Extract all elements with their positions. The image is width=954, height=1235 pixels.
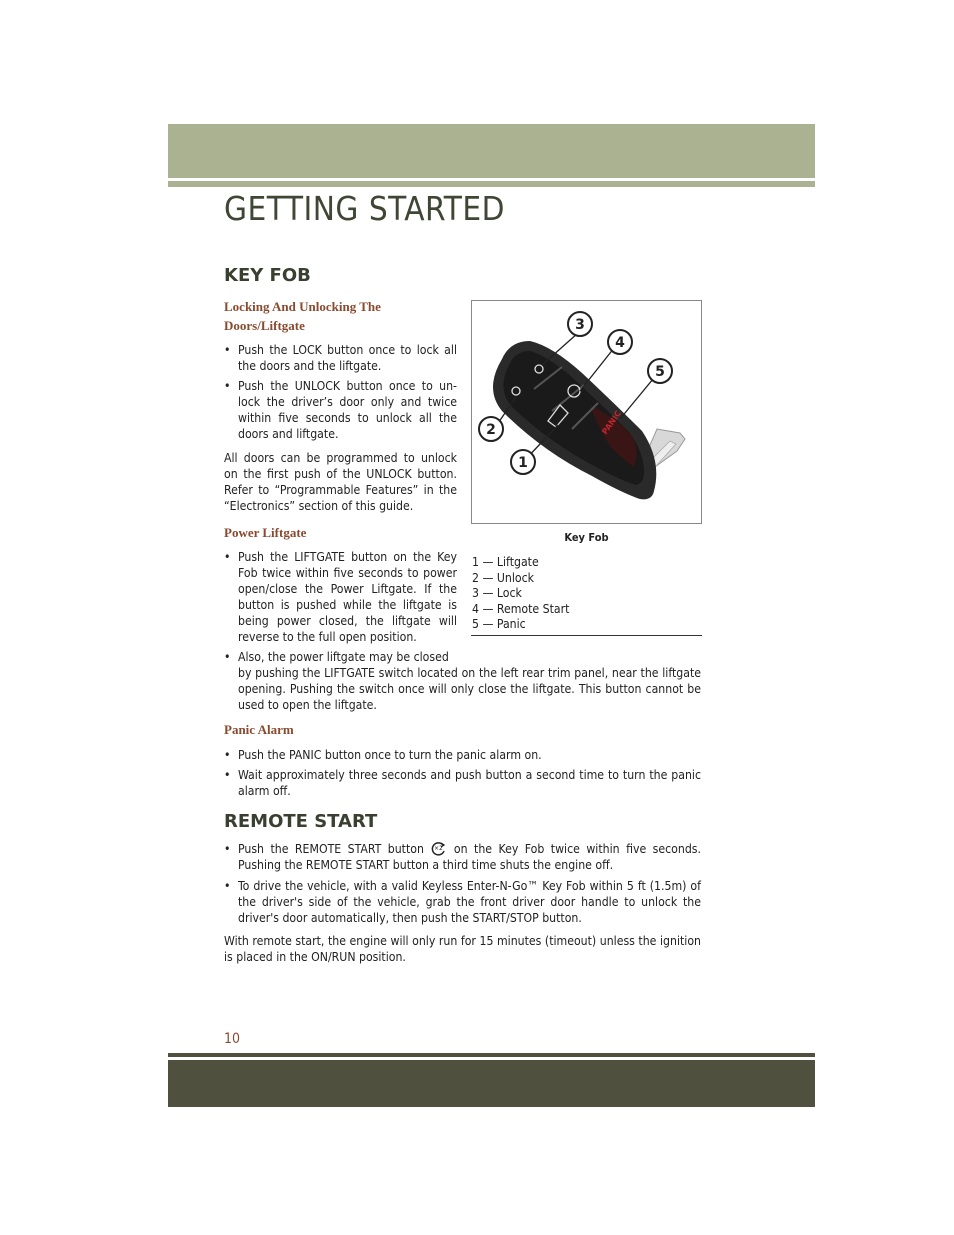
- liftgate-close-continued: by pushing the LIFTGATE switch located on the left rear trim panel, near the liftgate opening. Pushing the switch once will only close the liftgate. This button cannot be used to open the liftgate.: [238, 666, 701, 712]
- key-fob-illustration: [472, 301, 702, 524]
- power-liftgate-subheading: Power Liftgate: [224, 525, 307, 540]
- page-number: 10: [224, 1031, 241, 1047]
- legend-item: 1 — Liftgate: [472, 555, 539, 569]
- svg-text:1: 1: [518, 455, 528, 471]
- panic-label: PANIC: [600, 408, 624, 437]
- panic-on-bullet: • Push the PANIC button once to turn the panic alarm on.: [224, 748, 542, 762]
- remote-start-paragraph: With remote start, the engine will only run for 15 minutes (timeout) unless the ignition is placed in the ON/RUN position.: [224, 934, 701, 964]
- remote-start-heading: REMOTE START: [224, 811, 378, 832]
- legend-item: 3 — Lock: [472, 586, 522, 600]
- callout-1: [511, 450, 535, 474]
- program-paragraph: All doors can be programmed to unlock on the first push of the UNLOCK button. Refer to “Programmable Features” in the “Electronics” section of this guide.: [224, 451, 457, 513]
- callout-3: [568, 312, 592, 336]
- figure-caption: Key Fob: [564, 531, 609, 544]
- locking-subheading: Locking And Unlocking The Doors/Liftgate: [224, 299, 381, 333]
- legend-item: 4 — Remote Start: [472, 601, 570, 616]
- callout-4: [608, 330, 632, 354]
- svg-text:2: 2: [486, 422, 496, 438]
- remote-start-icon: [430, 841, 448, 857]
- panic-alarm-subheading: Panic Alarm: [224, 722, 294, 737]
- legend-item: 5 — Panic: [472, 617, 526, 631]
- legend-item: 2 — Unlock: [472, 570, 535, 585]
- key-fob-figure: [471, 300, 702, 524]
- lock-bullet: • Push the LOCK button once to lock all the doors and the liftgate.: [224, 343, 457, 373]
- key-fob-heading: KEY FOB: [224, 265, 311, 286]
- figure-legend: [472, 555, 569, 633]
- unlock-bullet: • Push the UNLOCK button once to un-lock the driver’s door only and twice within five seconds to unlock all the doors and liftgate.: [224, 379, 457, 441]
- svg-text:5: 5: [655, 364, 665, 380]
- keyless-bullet: • To drive the vehicle, with a valid Keyless Enter-N-Go™ Key Fob within 5 ft (1.5m) of the driver's side of the vehicle, grab the front driver door handle to unlock the driver's door automatically, then push the START/STOP button.: [224, 879, 701, 925]
- header-rule: [168, 181, 815, 187]
- header-band: [168, 124, 815, 178]
- footer-band: [168, 1060, 815, 1107]
- liftgate-close-bullet: • Also, the power liftgate may be closed: [224, 650, 449, 664]
- legend-rule: [471, 635, 702, 636]
- svg-text:4: 4: [615, 335, 625, 351]
- liftgate-bullet: • Push the LIFTGATE button on the Key Fob twice within five seconds to power open/close the Power Liftgate. If the button is pushed while the liftgate is being power closed, the liftgate will reverse to the full open position.: [224, 550, 457, 644]
- panic-off-bullet: • Wait approximately three seconds and push button a second time to turn the panic alarm off.: [224, 768, 701, 798]
- footer-rule: [168, 1053, 815, 1057]
- callout-2: [479, 417, 503, 441]
- remote-start-bullet: • Push the REMOTE START button ×2 on the Key Fob twice within five seconds. Pushing the REMOTE START button a third time shuts the engine off.: [224, 842, 701, 872]
- svg-text:3: 3: [575, 317, 585, 333]
- chapter-title: GETTING STARTED: [224, 189, 506, 228]
- svg-text:×2: ×2: [433, 845, 443, 852]
- callout-5: [648, 359, 672, 383]
